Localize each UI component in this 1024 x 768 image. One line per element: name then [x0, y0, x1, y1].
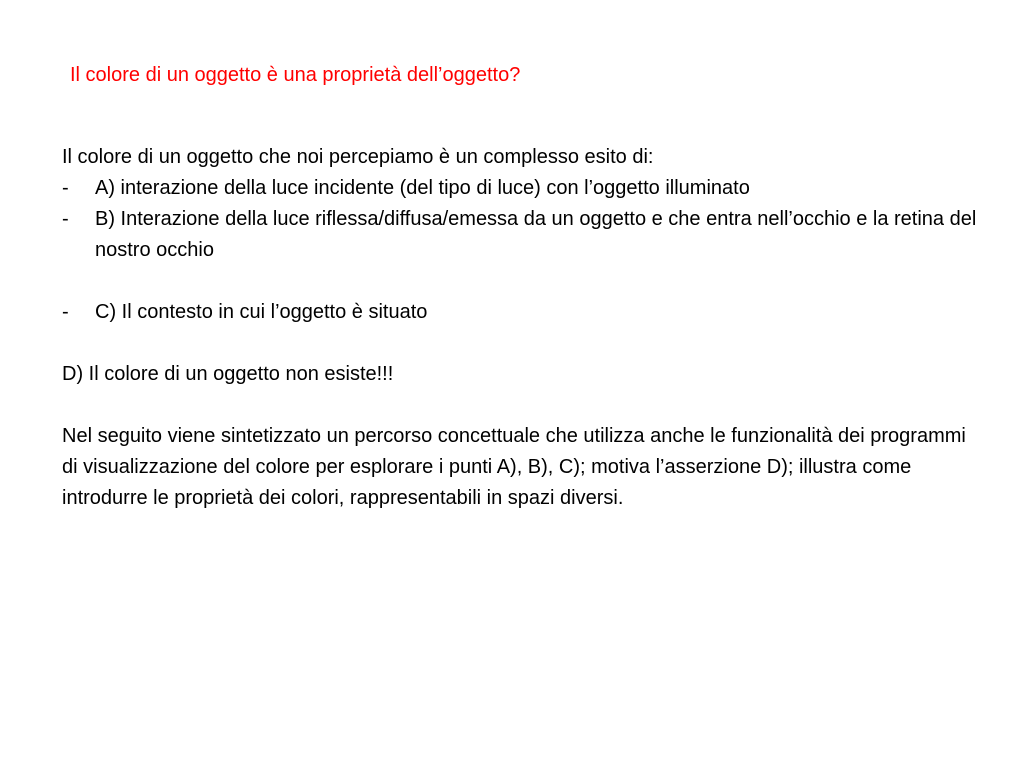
- factor-list-continued: [62, 297, 982, 328]
- intro-text: Il colore di un oggetto che noi percepiamo è un complesso esito di:: [62, 146, 654, 168]
- list-item-text: A) interazione della luce incidente (del tipo di luce) con l’oggetto illuminato: [95, 177, 750, 199]
- spacer: [62, 390, 982, 421]
- bullet-dash: -: [62, 301, 69, 323]
- closing-paragraph: Nel seguito viene sintetizzato un percorso concettuale che utilizza anche le funzionalità dei programmi di visualizzazione del colore per esplorare i punti A), B), C); motiva l’asserzione D); illustra come introdurre le proprietà dei colori, rappresentabili in spazi diversi.: [62, 425, 966, 509]
- list-item-text: C) Il contesto in cui l’oggetto è situato: [95, 301, 428, 323]
- slide-body: [62, 142, 982, 514]
- list-item-text: B) Interazione della luce riflessa/diffusa/emessa da un oggetto e che entra nell’occhio e la retina del nostro occhio: [95, 208, 977, 261]
- spacer: [62, 328, 982, 359]
- statement-d: D) Il colore di un oggetto non esiste!!!: [62, 363, 394, 385]
- slide-title: Il colore di un oggetto è una proprietà dell’oggetto?: [70, 64, 521, 86]
- list-item-b: [62, 204, 982, 266]
- list-item-a: [62, 173, 982, 204]
- bullet-dash: -: [62, 208, 69, 230]
- bullet-dash: -: [62, 177, 69, 199]
- list-item-c: [62, 297, 982, 328]
- spacer: [62, 266, 982, 297]
- factor-list: [62, 173, 982, 266]
